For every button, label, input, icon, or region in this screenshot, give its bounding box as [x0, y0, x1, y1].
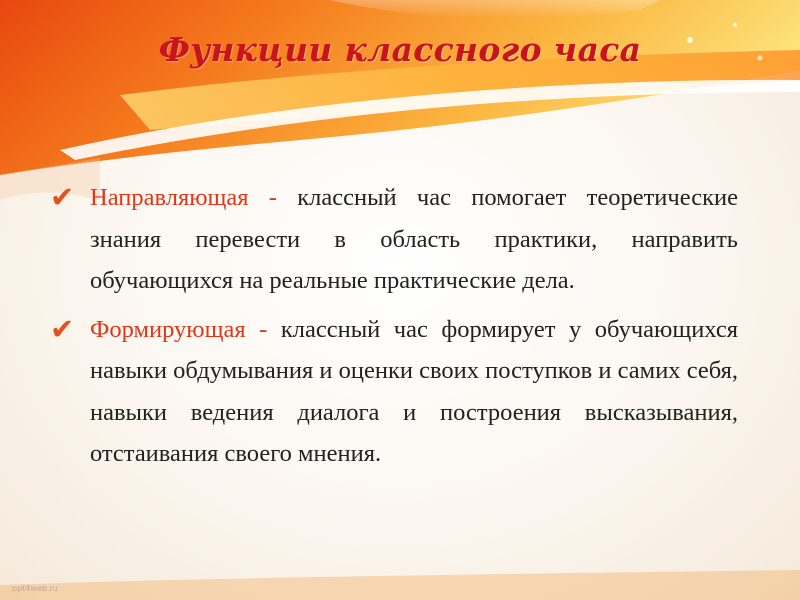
- bullet-term: Направляющая -: [90, 184, 277, 211]
- bullet-description: классный час помогает теоретические знания перевести в область практики, направить обучающихся на реальные практические дела.: [90, 184, 738, 294]
- watermark: ppt4web.ru: [12, 584, 58, 593]
- bullet-description: классный час формирует у обучающихся навыки обдумывания и оценки своих поступков и самих себя, навыки ведения диалога и построения высказывания, отстаивания своего мнения.: [90, 315, 738, 467]
- bullet-text: [90, 177, 738, 302]
- checkmark-icon: ✔: [50, 311, 75, 346]
- slide-title: Функции классного часа: [158, 30, 642, 69]
- bullet-text: [90, 309, 738, 475]
- bullet-item-forming: [48, 309, 738, 475]
- bullet-item-directing: [48, 177, 738, 302]
- bullet-list: [48, 177, 738, 482]
- checkmark-icon: ✔: [50, 180, 75, 214]
- bullet-term: Формирующая -: [90, 315, 268, 343]
